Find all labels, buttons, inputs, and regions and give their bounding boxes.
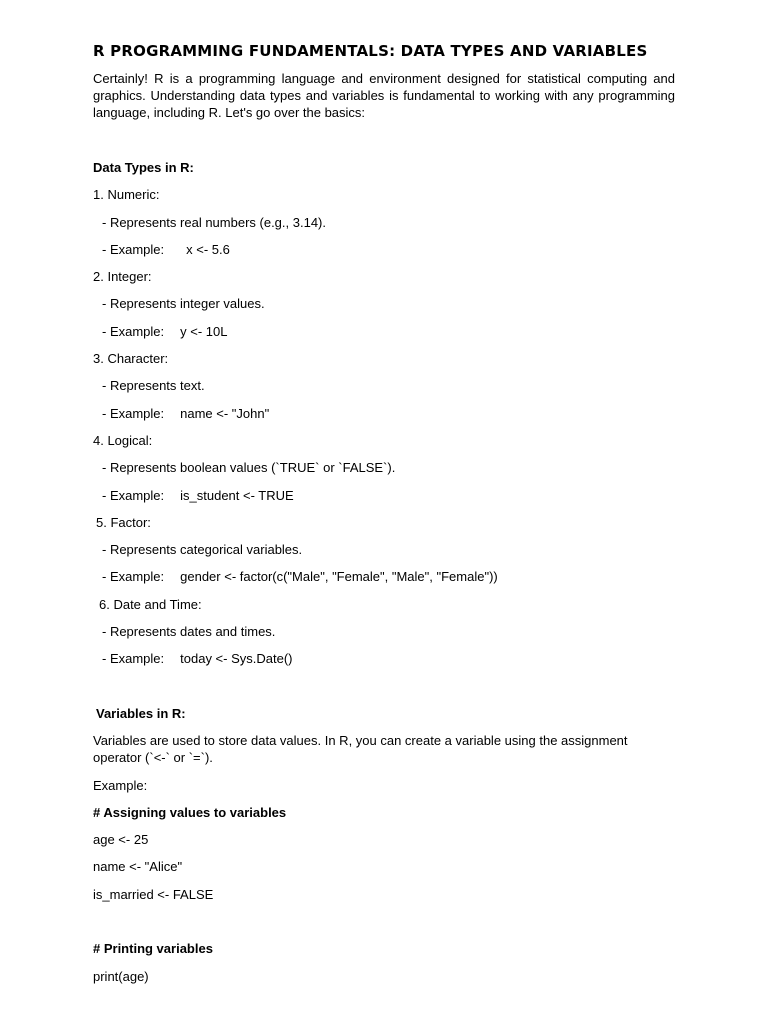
data-type-example-datetime [93, 650, 675, 667]
document-body [93, 40, 675, 995]
print-comment: # Printing variables [93, 941, 213, 957]
example-prefix: - Example: [102, 323, 165, 339]
example-code: gender <- factor(c("Male", "Female", "Male", "Female")) [180, 569, 498, 585]
example-code: name <- "John" [180, 405, 270, 421]
data-types-heading: Data Types in R: [93, 160, 194, 175]
data-type-label-factor: 5. Factor: [96, 514, 151, 530]
code-line: print(age) [93, 968, 149, 984]
example-prefix: - Example: [102, 405, 165, 421]
example-code: y <- 10L [180, 323, 228, 339]
data-type-example-integer [93, 323, 675, 340]
document-title: R PROGRAMMING FUNDAMENTALS: DATA TYPES AND VARIABLES [93, 42, 648, 60]
section-spacer [93, 678, 675, 695]
section-spacer [93, 913, 675, 930]
data-type-label-numeric: 1. Numeric: [93, 187, 160, 203]
code-line: name <- "Alice" [93, 859, 183, 875]
data-type-label-integer: 2. Integer: [93, 269, 152, 285]
code-line: age <- 25 [93, 832, 149, 848]
data-type-example-factor [93, 568, 675, 585]
variables-description: Variables are used to store data values. In R, you can create a variable using the assignment operator (`<-` or `=`). [93, 733, 628, 766]
data-type-label-datetime: 6. Date and Time: [99, 596, 202, 612]
data-type-desc-integer: - Represents integer values. [102, 296, 265, 312]
variables-example-label: Example: [93, 777, 148, 793]
data-type-example-numeric [93, 241, 675, 258]
data-type-example-logical [93, 487, 675, 504]
data-type-desc-character: - Represents text. [102, 378, 205, 394]
example-code: x <- 5.6 [186, 241, 230, 257]
data-type-desc-datetime: - Represents dates and times. [102, 624, 276, 640]
data-type-example-character [93, 405, 675, 422]
example-code: is_student <- TRUE [180, 487, 294, 503]
code-line: is_married <- FALSE [93, 886, 214, 902]
data-type-desc-logical: - Represents boolean values (`TRUE` or `FALSE`). [102, 460, 396, 476]
example-prefix: - Example: [102, 569, 165, 585]
example-prefix: - Example: [102, 487, 165, 503]
example-prefix: - Example: [102, 651, 165, 667]
example-code: today <- Sys.Date() [180, 651, 293, 667]
data-type-label-character: 3. Character: [93, 351, 169, 367]
data-type-label-logical: 4. Logical: [93, 432, 153, 448]
example-prefix: - Example: [102, 241, 165, 257]
data-type-desc-numeric: - Represents real numbers (e.g., 3.14). [102, 214, 326, 230]
data-type-desc-factor: - Represents categorical variables. [102, 542, 303, 558]
intro-paragraph: Certainly! R is a programming language and environment designed for statistical computing and graphics. Understanding data types and variables is fundamental to working with any programming language, including R. Let's go over the basics: [93, 71, 675, 120]
variables-heading: Variables in R: [96, 705, 186, 721]
assign-comment: # Assigning values to variables [93, 804, 287, 820]
